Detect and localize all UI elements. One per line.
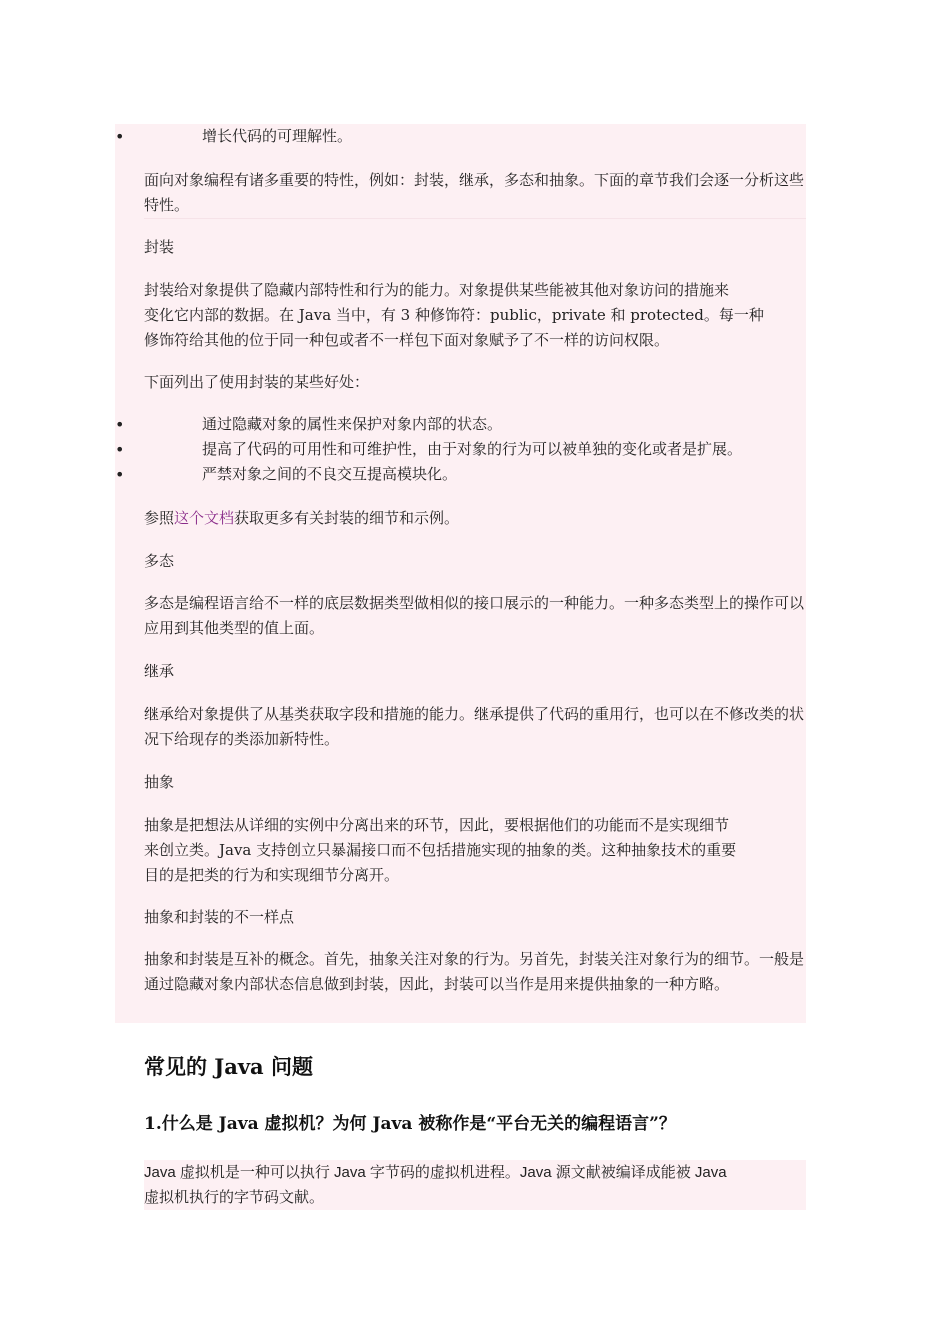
reference-line	[144, 506, 804, 531]
abstraction-line-1: 抽象是把想法从详细的实例中分离出来的环节，因此，要根据他们的功能而不是实现细节	[144, 816, 730, 834]
reference-suffix: 获取更多有关封装的细节和示例。	[234, 509, 460, 527]
divider	[144, 218, 806, 219]
list-item	[115, 412, 806, 437]
section-title: 常见的 Java 问题	[144, 1054, 313, 1079]
bullet-icon: •	[115, 465, 125, 484]
list-item-text: 提高了代码的可用性和可维护性，由于对象的行为可以被单独的变化或者是扩展。	[202, 440, 743, 458]
list-item-text: 通过隐藏对象的属性来保护对象内部的状态。	[202, 415, 503, 433]
encapsulation-line-3: 修饰符给其他的位于同一种包或者不一样包下面对象赋予了不一样的访问权限。	[144, 331, 670, 349]
encapsulation-line-1: 封装给对象提供了隐藏内部特性和行为的能力。对象提供某些能被其他对象访问的措施来	[144, 281, 730, 299]
inheritance-heading: 继承	[144, 662, 175, 680]
polymorphism-heading: 多态	[144, 552, 175, 570]
inheritance-paragraph: 继承给对象提供了从基类获取字段和措施的能力。继承提供了代码的重用行，也可以在不修改类的状况下给现存的类添加新特性。	[144, 705, 805, 748]
abstraction-paragraph	[144, 813, 804, 888]
list-item	[115, 462, 806, 487]
abstraction-line-2: 来创立类。Java 支持创立只暴漏接口而不包括措施实现的抽象的类。这种抽象技术的重要	[144, 841, 737, 859]
answer-line-1: Java 虚拟机是一种可以执行 Java 字节码的虚拟机进程。Java 源文献被编译成能被 Java	[144, 1164, 727, 1181]
list-item	[115, 124, 806, 149]
encapsulation-heading: 封装	[144, 238, 175, 256]
abstraction-heading: 抽象	[144, 773, 175, 791]
answer-line-2: 虚拟机执行的字节码文献。	[144, 1189, 325, 1206]
list-item-text: 严禁对象之间的不良交互提高模块化。	[202, 465, 458, 483]
intro-paragraph: 面向对象编程有诸多重要的特性，例如：封装，继承，多态和抽象。下面的章节我们会逐一分析这些特性。	[144, 171, 805, 214]
bullet-icon: •	[115, 440, 125, 459]
document-link[interactable]: 这个文档	[174, 509, 235, 527]
abstraction-line-3: 目的是把类的行为和实现细节分离开。	[144, 866, 400, 884]
answer-paragraph	[144, 1160, 804, 1210]
benefits-intro: 下面列出了使用封装的某些好处：	[144, 373, 370, 391]
encapsulation-line-2: 变化它内部的数据。在 Java 当中，有 3 种修饰符：public，private 和 protected。每一种	[144, 306, 764, 324]
encapsulation-paragraph	[144, 278, 804, 353]
list-item-text: 增长代码的可理解性。	[202, 127, 353, 145]
list-item	[115, 437, 806, 462]
difference-paragraph: 抽象和封装是互补的概念。首先，抽象关注对象的行为。另首先，封装关注对象行为的细节。一般是通过隐藏对象内部状态信息做到封装，因此，封装可以当作是用来提供抽象的一种方略。	[144, 950, 805, 993]
difference-heading: 抽象和封装的不一样点	[144, 908, 295, 926]
polymorphism-paragraph: 多态是编程语言给不一样的底层数据类型做相似的接口展示的一种能力。一种多态类型上的操作可以应用到其他类型的值上面。	[144, 594, 805, 637]
question-title: 1.什么是 Java 虚拟机？为何 Java 被称作是“平台无关的编程语言”？	[144, 1114, 676, 1134]
bullet-icon: •	[115, 127, 125, 146]
reference-prefix: 参照	[144, 509, 175, 527]
bullet-icon: •	[115, 415, 125, 434]
